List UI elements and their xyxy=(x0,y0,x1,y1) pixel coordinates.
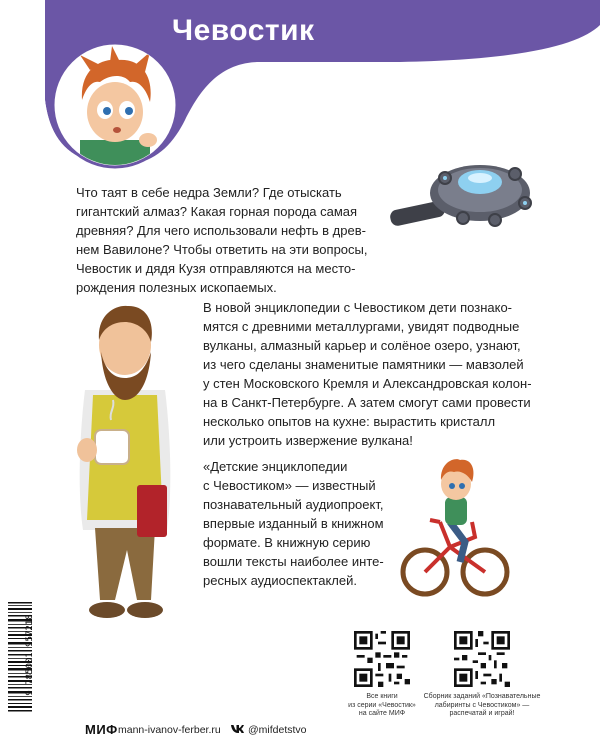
qr-code-labyrinths[interactable] xyxy=(454,631,510,687)
qr-right-caption: Сборник заданий «Познавательные лабиринты с Чевостиком» — распечатай и играй! xyxy=(423,693,541,717)
qr-left-caption: Все книги из серии «Чевостик» на сайте МИФ xyxy=(348,693,416,717)
mif-logo: МИФ xyxy=(85,722,118,737)
publisher-site-link[interactable]: mann-ivanov-ferber.ru xyxy=(118,724,221,736)
social-handle[interactable]: @mifdetstvo xyxy=(248,724,307,736)
chevostik-portrait xyxy=(50,40,180,170)
qr-code-books[interactable] xyxy=(354,631,410,687)
intro-paragraph: Что таят в себе недра Земли? Где отыскать гигантский алмаз? Какая горная порода самая древняя? Для чего использовали нефть в древ- нем Вавилоне? Чтобы ответить на эти вопросы, Чевостик и дядя Кузя отправляются на место- рождения полезных ископаемых. xyxy=(76,185,368,295)
main-paragraph: В новой энциклопедии с Чевостиком дети познако- мятся с древними металлургами, увидят подводные вулканы, алмазный карьер и солёное озеро, узнают, из чего сделаны знаменитые памятники — мавзолей у стен Московского Кремля и Александровская колон- на в Санкт-Петербурге. А затем смогут сами провести несколько опытов на кухне: вырастить кристалл или устроить извержение вулкана! xyxy=(203,300,532,448)
uncle-kuzya-illustration xyxy=(55,300,205,640)
vk-icon[interactable] xyxy=(230,723,244,735)
barcode-number: 9 785001 957218 xyxy=(25,614,35,696)
chevostik-bicycle-illustration xyxy=(400,452,510,602)
series-title: Чевостик xyxy=(172,14,315,47)
series-paragraph: «Детские энциклопедии с Чевостиком» — известный познавательный аудиопроект, впервые изданный в книжном формате. В книжную серию вошли тексты наиболее инте- ресных аудиоспектаклей. xyxy=(203,459,384,588)
